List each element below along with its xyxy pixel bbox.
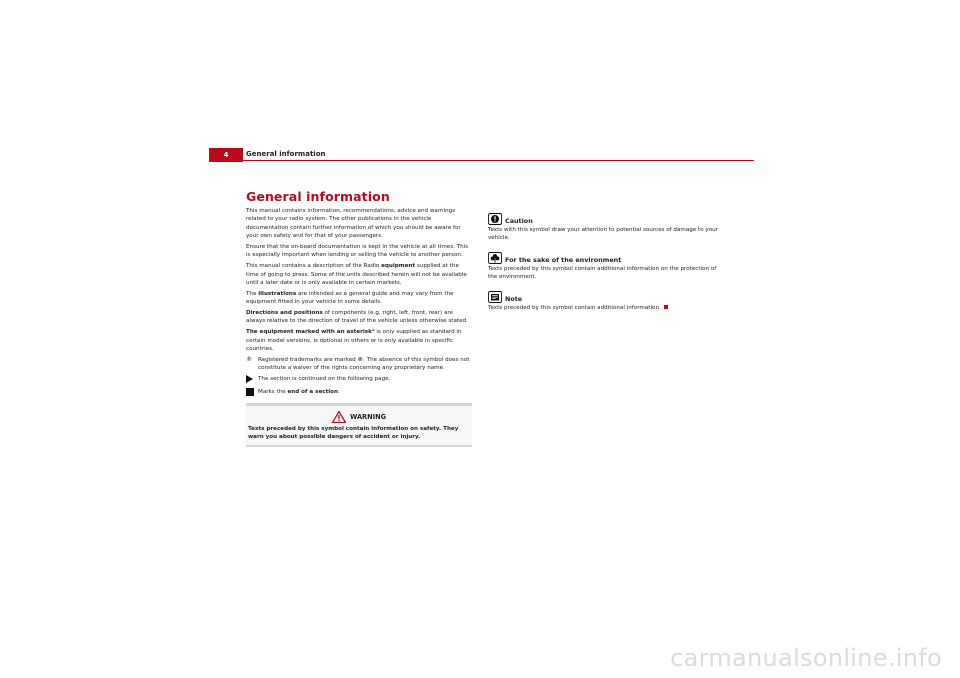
continued-row [246, 375, 472, 386]
registered-text: Registered trademarks are marked ®. The absence of this symbol does not constitute a waiver of the rights concerning any proprietary name. [258, 356, 470, 372]
continued-text: The section is continued on the following page. [258, 375, 391, 382]
header-rule [243, 160, 754, 161]
end-section-row [246, 388, 472, 399]
paragraph-equipment: This manual contains a description of the Radio equipment supplied at the time of going to press. Some of the units described herein will not be available until a later date or is only available in certain markets. [246, 263, 467, 287]
environment-block [488, 252, 720, 282]
left-column [246, 207, 472, 447]
section-title: General information [246, 189, 390, 204]
environment-text: Texts preceded by this symbol contain additional information on the protection of the environment. [488, 265, 717, 281]
note-icon [488, 291, 502, 303]
paragraph-asterisk: The equipment marked with an asterisk* is only supplied as standard in certain model versions, is optional in others or is only available in specific countries. [246, 329, 462, 353]
warning-text: Texts preceded by this symbol contain information on safety. They warn you about possible dangers of accident or injury. [248, 426, 459, 441]
note-text: Texts preceded by this symbol contain additional information. [488, 304, 661, 311]
note-text-row [488, 304, 720, 312]
environment-header [488, 252, 720, 264]
warning-triangle-icon [332, 411, 346, 423]
warning-title: WARNING [349, 412, 387, 421]
environment-icon [488, 252, 502, 264]
note-title: Note [505, 294, 523, 303]
end-marker-icon [664, 305, 668, 309]
registered-trademark-row [246, 356, 472, 373]
caution-icon [488, 213, 502, 225]
caution-block [488, 213, 720, 243]
warning-header [248, 410, 470, 423]
paragraph-directions: Directions and positions of components (e.g. right, left, front, rear) are always relative to the direction of travel of the vehicle unless otherwise stated. [246, 310, 468, 325]
paragraph-illustrations: The illustrations are intended as a general guide and may vary from the equipment fitted in your vehicle in some details. [246, 290, 454, 306]
right-column [488, 213, 720, 321]
environment-title: For the sake of the environment [505, 255, 622, 264]
note-block [488, 291, 720, 312]
caution-title: Caution [505, 217, 533, 225]
note-header [488, 291, 720, 303]
paragraph-intro: This manual contains information, recommendations, advice and warnings related to your radio system. The other publications in the vehicle documentation contain further information of which you should be aware for your own safety and for that of your passengers. [246, 208, 461, 240]
registered-symbol: ® [246, 355, 252, 363]
end-section-text: Marks the end of a section. [258, 389, 340, 396]
page-number: 4 [209, 148, 243, 162]
running-title: General information [246, 150, 326, 158]
caution-text: Texts with this symbol draw your attention to potential sources of damage to your vehicle. [488, 227, 718, 242]
watermark: carmanualsonline.info [670, 644, 942, 672]
warning-box [246, 403, 472, 447]
end-square-icon [246, 388, 258, 399]
arrow-right-icon [246, 375, 258, 386]
paragraph-onboard: Ensure that the on-board documentation is kept in the vehicle at all times. This is especially important when lending or selling the vehicle to another person. [246, 244, 469, 259]
caution-header [488, 213, 720, 225]
